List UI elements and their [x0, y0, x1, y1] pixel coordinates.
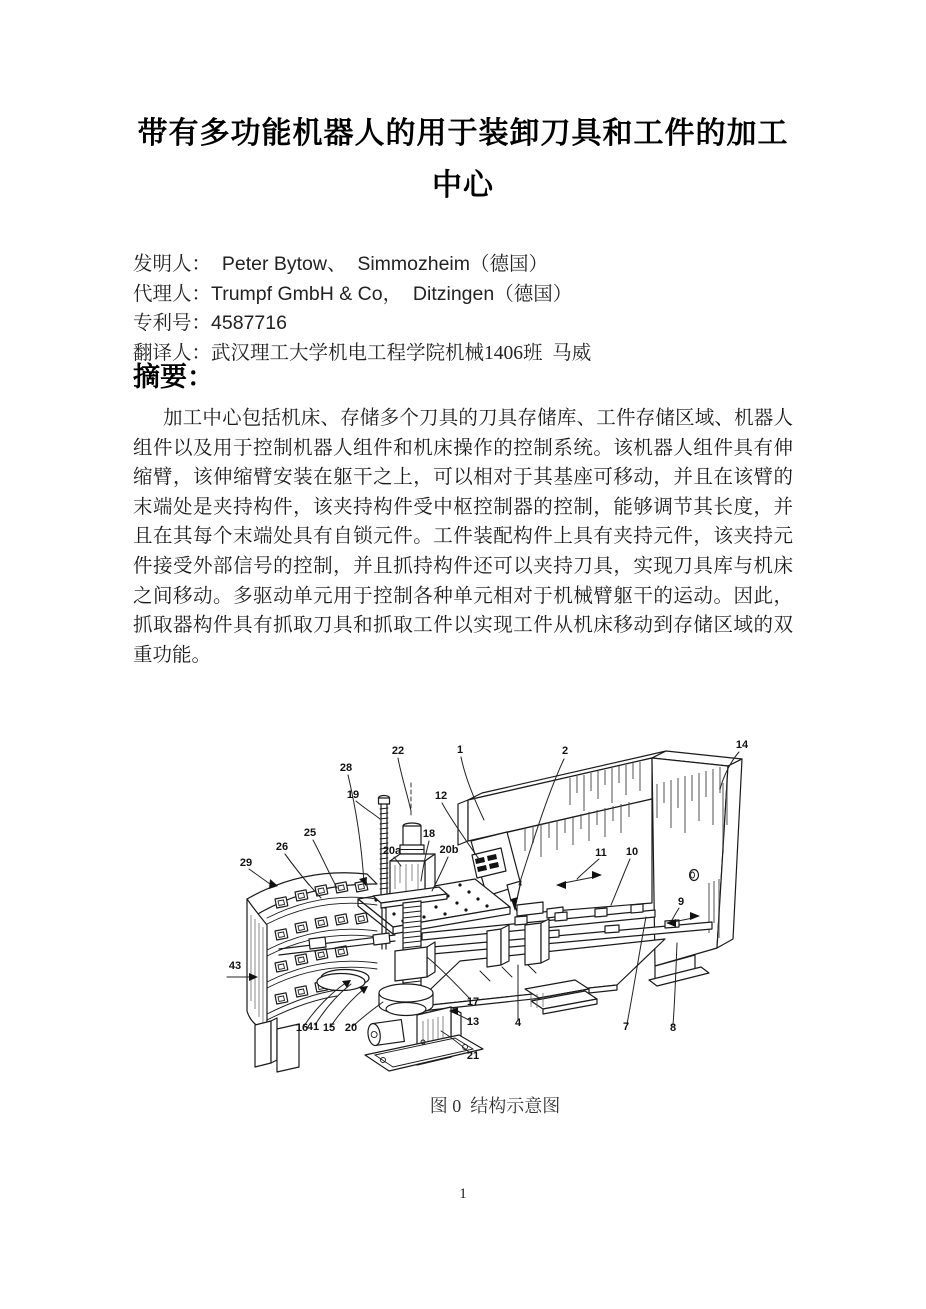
- figure-ref-label-13: 13: [466, 1016, 480, 1028]
- figure-ref-label-25: 25: [303, 827, 317, 839]
- figure-ref-label-20a: 20a: [382, 845, 402, 857]
- figure-ref-label-15: 15: [322, 1022, 336, 1034]
- metadata-line-patent-number: [133, 309, 793, 339]
- figure-caption: 图 0 结构示意图: [429, 1096, 561, 1116]
- figure-ref-label-41: 41: [306, 1021, 320, 1033]
- metadata-label: 专利号：: [133, 313, 212, 334]
- figure-ref-label-14: 14: [735, 739, 749, 751]
- figure-ref-label-20: 20: [344, 1022, 358, 1034]
- figure-ref-label-10: 10: [625, 846, 639, 858]
- metadata-line-agent: [133, 280, 793, 310]
- abstract-heading: 摘要：: [133, 362, 214, 392]
- figure-ref-label-19: 19: [346, 789, 360, 801]
- figure-ref-label-21: 21: [466, 1050, 480, 1062]
- metadata-value: Peter Bytow、 Simmozheim（德国）: [211, 253, 549, 275]
- document-title: 带有多功能机器人的用于装卸刀具和工件的加工中心: [137, 117, 789, 202]
- figure-ref-label-18: 18: [422, 828, 436, 840]
- metadata-line-translator: [133, 339, 793, 369]
- metadata-value: Trumpf GmbH & Co， Ditzingen（德国）: [211, 282, 573, 305]
- figure-ref-label-9: 9: [677, 896, 685, 908]
- metadata-label: 翻译人：: [133, 342, 212, 364]
- motor-cylinder: [367, 1020, 405, 1047]
- metadata-value: 4587716: [211, 312, 287, 334]
- metadata-block: [133, 250, 793, 368]
- figure-ref-label-16: 16: [295, 1022, 309, 1034]
- figure-ref-label-12: 12: [434, 790, 448, 802]
- figure-ref-label-26: 26: [275, 841, 289, 853]
- metadata-label: 代理人：: [133, 283, 212, 305]
- figure-ref-label-28: 28: [339, 762, 353, 774]
- figure-ref-label-11: 11: [595, 847, 607, 859]
- figure-ref-label-17: 17: [466, 996, 480, 1008]
- figure-ref-label-1: 1: [456, 744, 464, 756]
- figure-ref-label-4: 4: [514, 1017, 522, 1029]
- abstract-paragraph: 加工中心包括机床、存储多个刀具的刀具存储库、工件存储区域、机器人组件以及用于控制机器人组件和机床操作的控制系统。该机器人组件具有伸缩臂，该伸缩臂安装在躯干之上，可以相对于其基座可移动，并且在该臂的末端处是夹持构件，该夹持构件受中枢控制器的控制，能够调节其长度，并且在其每个末端处具有自锁元件。工件装配构件上具有夹持元件，该夹持元件接受外部信号的控制，并且抓持构件还可以夹持刀具，实现刀具库与机床之间移动。多驱动单元用于控制各种单元相对于机械臂躯干的运动。因此，抓取器构件具有抓取刀具和抓取工件以实现工件从机床移动到存储区域的双重功能。: [133, 408, 793, 666]
- figure-ref-label-43: 43: [228, 960, 242, 972]
- patent-figure: [225, 733, 765, 1078]
- page-number: 1: [459, 1186, 467, 1202]
- figure-ref-label-29: 29: [239, 857, 253, 869]
- figure-ref-label-2: 2: [561, 745, 569, 757]
- metadata-line-inventor: [133, 250, 793, 280]
- metadata-value: 武汉理工大学机电工程学院机械1406班 马威: [211, 342, 592, 364]
- figure-ref-label-22: 22: [391, 745, 405, 757]
- figure-ref-label-20b: 20b: [439, 844, 459, 856]
- metadata-label: 发明人：: [133, 254, 212, 275]
- figure-ref-label-8: 8: [669, 1022, 677, 1034]
- figure-ref-label-7: 7: [622, 1021, 630, 1033]
- patent-figure-drawing: [225, 733, 765, 1078]
